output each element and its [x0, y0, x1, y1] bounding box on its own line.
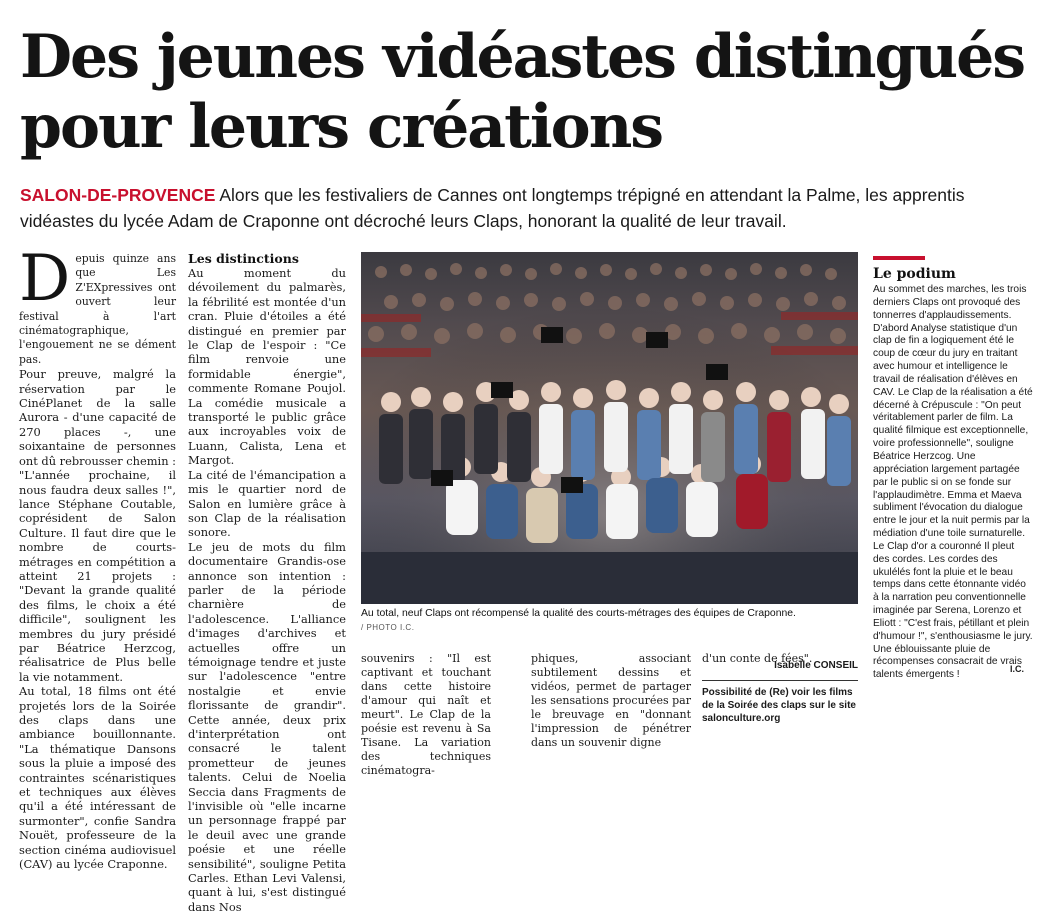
website-note: Possibilité de (Re) voir les films de la Soirée des claps sur le site salonculture.org [702, 687, 856, 724]
lead-text: Alors que les festivaliers de Cannes ont longtemps trépigné en attendant la Palme, les apprentis vidéastes du lycée Adam de Craponne ont décroché leurs Claps, honorant la qualité de leur travail. [20, 185, 965, 231]
opening-paragraph [19, 242, 176, 367]
continuation-paragraph-2: phiques, associant subtilement dessins et vidéos, permet de partager les sensations procurées par le breuvage en "donnant l'impression de pénétrer dans un souvenir digne [531, 652, 691, 749]
group-photo [361, 252, 858, 604]
sidebar-initials: I.C. [1010, 664, 1025, 674]
opening-text: epuis quinze ans que Les Z'EXpressives ont ouvert leur festival à l'art cinématographique, l'engouement ne se dément pas. [19, 252, 176, 366]
paragraph: Le jeu de mots du film documentaire Grandis-ose annonce son intention : parler de la période charnière de l'adolescence. L'alliance d'images d'archives et actuelles offre un témoignage tendre et juste sur l'adolescence "entre nostalgie et envie florissante de grandir". Cette année, deux prix d'interprétation ont consacré le talent prometteur de jeunes talents. Celui de Noelia Seccia dans Fragments de l'invisible où "elle incarne un personnage frappé par le deuil avec une grande poésie et une réelle sensibilité", souligne Petita Carles. Ethan Levi Valensi, quant à lui, s'est distingué dans Nos [188, 539, 346, 914]
paragraph: Pour preuve, malgré la réservation par le CinéPlanet de la salle Aurora - d'une capacité de 270 places -, une soixantaine de personnes ont dû rebrousser chemin : "L'année prochaine, il nous faudra deux salles !", lance Stéphane Coutable, coprésident de Salon Culture. Il faut dire que le nombre de courts-métrages en compétition a atteint 21 projets : "Devant la grande qualité des films, le choix a été difficile", soulignent les membres du jury présidé par Béatrice Herzcog, réalisatrice de Plus belle la vie notamment. [19, 367, 176, 684]
photo-credit: / PHOTO I.C. [361, 623, 415, 632]
headline-line-2: pour leurs créations [20, 92, 663, 162]
sidebar-accent-bar [873, 256, 925, 260]
article-column-1 [19, 242, 176, 872]
article-column-2 [188, 252, 346, 914]
author-signature: Isabelle CONSEIL [774, 660, 858, 671]
headline [20, 22, 1030, 162]
continuation-paragraph-1: souvenirs : "Il est captivant et touchant dans cette histoire d'amour qui naît et meurt". Le Clap de la poésie est revenu à Sa Tisane. La variation des techniques cinématogra- [361, 652, 491, 777]
lead-paragraph [20, 182, 1035, 234]
drop-cap: D [19, 242, 71, 316]
sidebar-text: Au sommet des marches, les trois derniers Claps ont provoqué des tonnerres d'applaudissements. D'abord Analyse statistique d'un clap de fin a logiquement été le coup de cœur du jury en traitant avec humour et intelligence le travail de réalisation d'élèves en CAV. Le Clap de la réalisation a été décerné à Crépuscule : "On peut véritablement parler de film. La qualité filmique est exceptionnelle, voire professionnelle", souligne Béatrice Herzcog. Une appréciation largement partagée par le public si on se fonde sur l'applaudimètre. Emma et Maeva subliment l'évocation du dialogue entre le jour et la nuit permis par la médiation d'une toile surnaturelle. Le Clap d'or a couronné Il pleut des cordes. Les cordes des ukulélés font la pluie et le beau temps dans cette étonnante vidéo à la narration peu conventionnelle imaginée par Serena, Lorenzo et Eliott : "C'est frais, pétillant et plein d'humour !", s'enthousiasme le jury. Une éblouissante pluie de récompenses consacrait de vrais talents émergents ! [873, 284, 1033, 681]
paragraph: Au total, 18 films ont été projetés lors de la Soirée des claps dans une ambiance bouillonnante. "La thématique Dansons sous la pluie a imposé des contraintes scénaristiques et techniques aux élèves qu'il a été intéressant de surmonter", confie Sandra Nouët, professeure de la section cinéma audiovisuel (CAV) au lycée Craponne. [19, 684, 176, 872]
location-kicker: SALON-DE-PROVENCE [20, 185, 216, 205]
headline-line-1: Des jeunes vidéastes distingués [20, 22, 1025, 92]
continuation-paragraph-3: d'un conte de fées". [702, 652, 813, 665]
paragraph: Au moment du dévoilement du palmarès, la fébrilité est montée d'un cran. Pluie d'étoiles a été distingué en premier par le Clap de l'espoir : "Ce film renvoie une formidable énergie", commente Romane Poujol. La comédie musicale a transporté le public grâce aux incroyables voix de Luann, Calista, Lena et Margot. [188, 266, 346, 468]
sidebar-title: Le podium [873, 266, 956, 282]
divider [702, 680, 858, 681]
photo-caption: Au total, neuf Claps ont récompensé la qualité des courts-métrages des équipes de Craponne. [361, 608, 796, 619]
subheading-distinctions: Les distinctions [188, 251, 299, 266]
paragraph: La cité de l'émancipation a mis le quartier nord de Salon en lumière grâce à son Clap de la réalisation sonore. [188, 467, 346, 540]
group-photo-illustration [361, 252, 858, 604]
